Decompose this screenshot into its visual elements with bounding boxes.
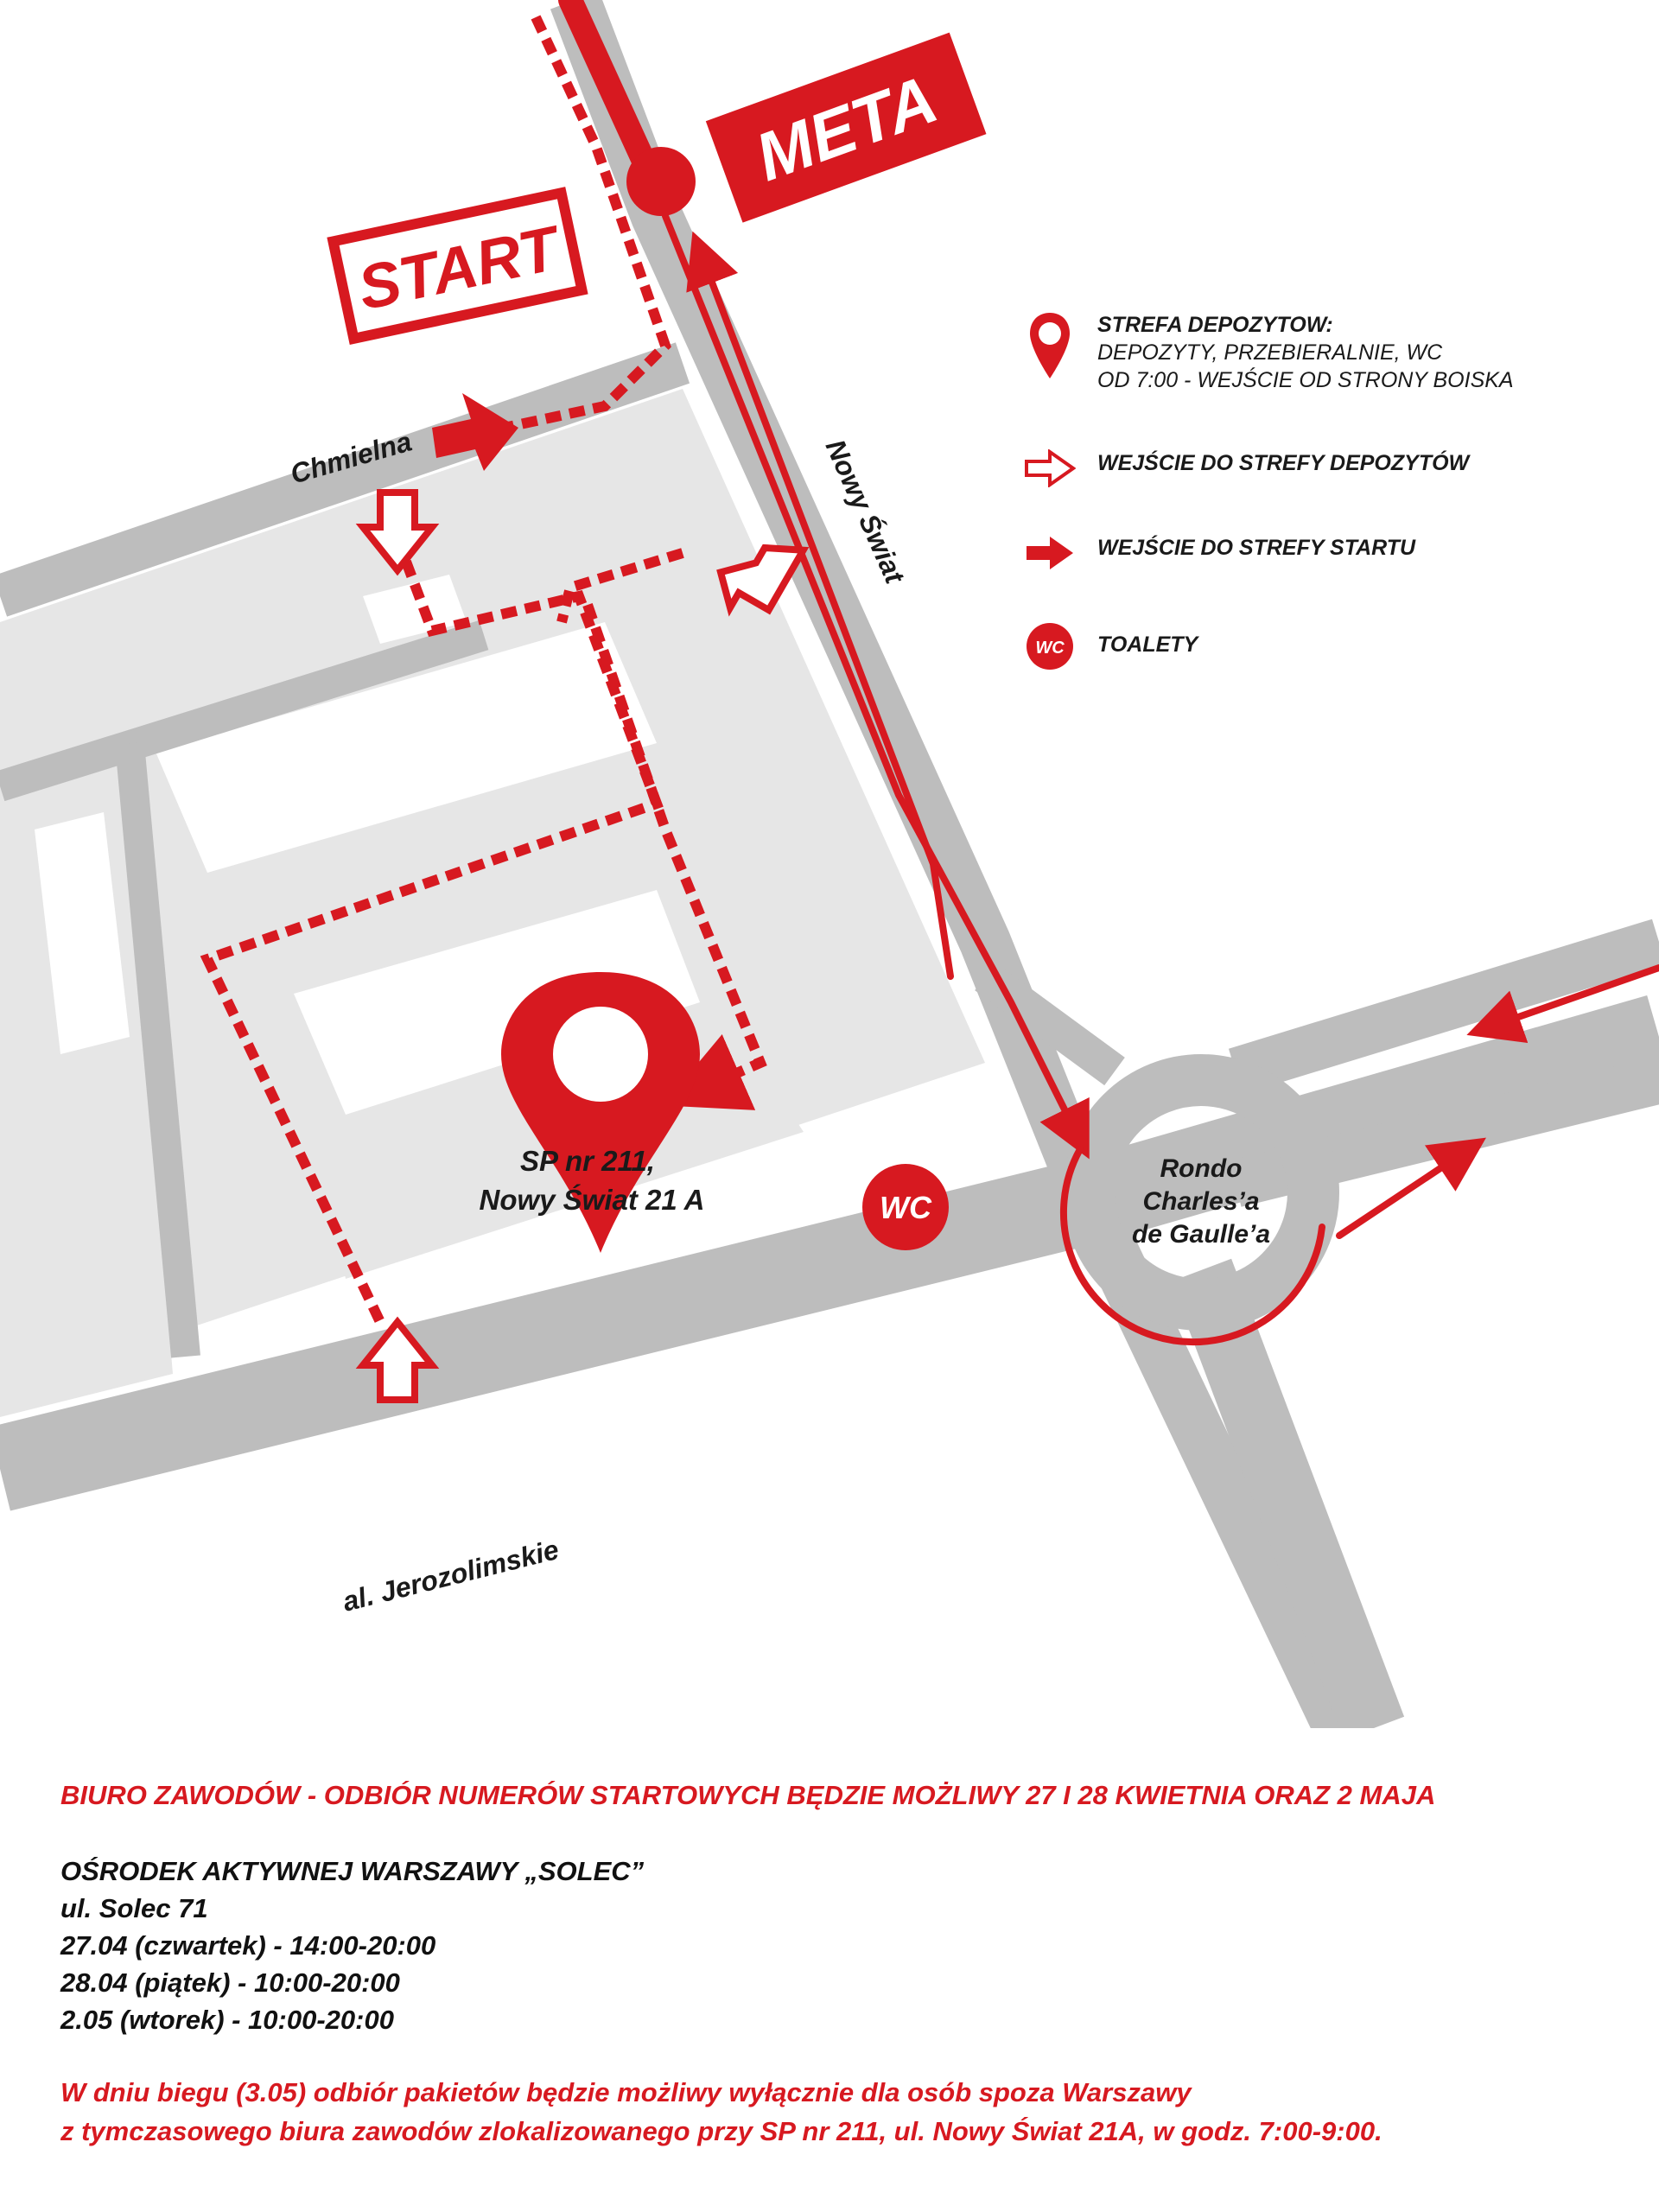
- legend-deposit-zone-line1: DEPOZYTY, PRZEBIERALNIE, WC: [1097, 340, 1443, 365]
- finish-point: [626, 147, 696, 216]
- legend-item-deposit-zone: [1020, 311, 1514, 394]
- street-label-nowy-swiat: Nowy Świat: [819, 435, 911, 588]
- office-hours-2: 28.04 (piątek) - 10:00-20:00: [60, 1967, 400, 1998]
- roundabout-label-line2: Charles’a: [1142, 1187, 1260, 1216]
- location-pin-icon: [1028, 311, 1071, 380]
- legend-deposit-zone-title: STREFA DEPOZYTOW:: [1097, 313, 1333, 337]
- wc-badge-label: WC: [880, 1190, 931, 1225]
- legend-item-toilets: [1020, 622, 1198, 671]
- race-office-headline: BIURO ZAWODÓW - ODBIÓR NUMERÓW STARTOWYCH BĘDZIE MOŻLIWY 27 I 28 KWIETNIA ORAZ 2 MAJA: [60, 1780, 1436, 1810]
- filled-arrow-icon: [1024, 534, 1076, 572]
- legend-deposit-zone-line2: OD 7:00 - WEJŚCIE OD STRONY BOISKA: [1097, 368, 1514, 392]
- finish-label: META: [746, 60, 947, 196]
- office-address: ul. Solec 71: [60, 1893, 208, 1923]
- svg-text:WC: WC: [1035, 639, 1065, 658]
- office-details: [60, 1853, 1616, 2038]
- legend-start-entrance-label: WEJŚCIE DO STREFY STARTU: [1097, 536, 1416, 560]
- race-day-note-line1: W dniu biegu (3.05) odbiór pakietów będzie możliwy wyłącznie dla osób spoza Warszawy: [60, 2077, 1192, 2107]
- legend-toilets-label: TOALETY: [1097, 632, 1198, 657]
- legend-item-start-entrance: [1020, 534, 1415, 572]
- race-day-note: [60, 2073, 1616, 2151]
- office-hours-1: 27.04 (czwartek) - 14:00-20:00: [60, 1930, 436, 1961]
- race-office-info: [60, 1780, 1616, 2151]
- wc-icon: [1026, 622, 1074, 671]
- legend-deposit-entrance-label: WEJŚCIE DO STREFY DEPOZYTÓW: [1097, 451, 1470, 475]
- finish-box: [706, 33, 987, 223]
- street-label-jerozolimskie: al. Jerozolimskie: [339, 1533, 563, 1618]
- office-hours-3: 2.05 (wtorek) - 10:00-20:00: [60, 2005, 394, 2035]
- start-box: [333, 193, 582, 339]
- roundabout-label-line1: Rondo: [1160, 1154, 1243, 1183]
- race-day-note-line2: z tymczasowego biura zawodów zlokalizowanego przy SP nr 211, ul. Nowy Świat 21A, w godz. 7:00-9:00.: [60, 2116, 1382, 2146]
- school-label-line1: SP nr 211,: [520, 1145, 655, 1177]
- office-name: OŚRODEK AKTYWNEJ WARSZAWY „SOLEC”: [60, 1856, 645, 1886]
- outline-arrow-icon: [1024, 449, 1076, 487]
- roundabout-label-line3: de Gaulle’a: [1131, 1220, 1271, 1249]
- school-label-line2: Nowy Świat 21 A: [479, 1184, 705, 1216]
- legend-item-deposit-entrance: [1020, 449, 1469, 487]
- start-label: START: [352, 213, 564, 324]
- street-label-chmielna: Chmielna: [287, 425, 416, 490]
